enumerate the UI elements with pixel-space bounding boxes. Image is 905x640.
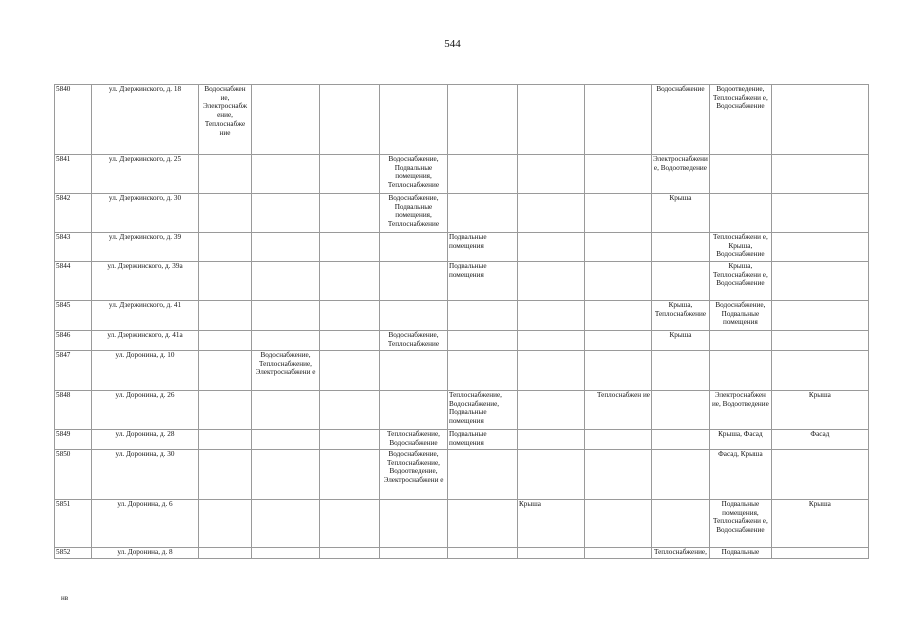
work-type-cell bbox=[380, 262, 448, 301]
work-type-cell: Водоснабжение, Теплоснабжение, Водоотведение, Электроснабжени е bbox=[380, 450, 448, 500]
address-cell: ул. Доронина, д. 8 bbox=[92, 548, 199, 559]
work-type-cell bbox=[518, 351, 585, 391]
work-type-cell bbox=[448, 351, 518, 391]
work-type-cell bbox=[380, 85, 448, 155]
table-row bbox=[55, 233, 869, 262]
address-cell: ул. Доронина, д. 6 bbox=[92, 500, 199, 548]
work-type-cell: Подвальные помещения bbox=[448, 262, 518, 301]
work-type-cell bbox=[518, 233, 585, 262]
address-cell: ул. Дзержинского, д. 41 bbox=[92, 301, 199, 331]
work-type-cell bbox=[320, 155, 380, 194]
work-type-cell: Подвальные помещения bbox=[448, 233, 518, 262]
table-row bbox=[55, 500, 869, 548]
work-type-cell bbox=[199, 500, 252, 548]
work-type-cell bbox=[518, 301, 585, 331]
work-type-cell bbox=[771, 262, 868, 301]
work-type-cell: Крыша, Теплоснабжени е, Водоснабжение bbox=[709, 262, 771, 301]
work-type-cell: Подвальные bbox=[709, 548, 771, 559]
work-type-cell bbox=[518, 548, 585, 559]
work-type-cell: Водоотведение, Теплоснабжени е, Водоснабжение bbox=[709, 85, 771, 155]
work-type-cell bbox=[448, 194, 518, 233]
row-number-cell: 5851 bbox=[55, 500, 92, 548]
work-type-cell bbox=[448, 450, 518, 500]
work-type-cell bbox=[652, 391, 710, 430]
work-type-cell bbox=[585, 155, 652, 194]
work-type-cell bbox=[518, 262, 585, 301]
work-type-cell bbox=[652, 351, 710, 391]
work-type-cell bbox=[252, 450, 320, 500]
work-type-cell: Водоснабжен ие, Электроснабж ение, Теплоснабже ние bbox=[199, 85, 252, 155]
work-type-cell bbox=[652, 233, 710, 262]
work-type-cell bbox=[252, 430, 320, 450]
work-type-cell: Крыша bbox=[518, 500, 585, 548]
work-type-cell bbox=[320, 391, 380, 430]
work-type-cell bbox=[320, 351, 380, 391]
work-type-cell: Водоснабжение, Подвальные помещения bbox=[709, 301, 771, 331]
address-cell: ул. Дзержинского, д. 18 bbox=[92, 85, 199, 155]
work-type-cell bbox=[252, 233, 320, 262]
work-type-cell bbox=[585, 450, 652, 500]
work-type-cell bbox=[199, 262, 252, 301]
work-type-cell: Фасад bbox=[771, 430, 868, 450]
work-type-cell: Водоснабжение, Теплоснабжение bbox=[380, 331, 448, 351]
work-type-cell: Водоснабжение, Теплоснабжение, Электроснабжени е bbox=[252, 351, 320, 391]
address-cell: ул. Дзержинского, д. 39 bbox=[92, 233, 199, 262]
work-type-cell bbox=[199, 233, 252, 262]
work-type-cell bbox=[771, 233, 868, 262]
work-type-cell bbox=[252, 391, 320, 430]
work-type-cell bbox=[380, 351, 448, 391]
row-number-cell: 5848 bbox=[55, 391, 92, 430]
work-type-cell bbox=[199, 351, 252, 391]
work-type-cell bbox=[585, 301, 652, 331]
work-type-cell bbox=[199, 301, 252, 331]
work-type-cell: Крыша, Теплоснабжение bbox=[652, 301, 710, 331]
work-type-cell bbox=[320, 85, 380, 155]
work-type-cell: Крыша bbox=[652, 331, 710, 351]
work-type-cell bbox=[518, 391, 585, 430]
work-type-cell bbox=[652, 500, 710, 548]
row-number-cell: 5852 bbox=[55, 548, 92, 559]
row-number-cell: 5844 bbox=[55, 262, 92, 301]
work-type-cell bbox=[585, 331, 652, 351]
row-number-cell: 5849 bbox=[55, 430, 92, 450]
work-type-cell bbox=[518, 331, 585, 351]
work-type-cell: Фасад, Крыша bbox=[709, 450, 771, 500]
work-type-cell bbox=[771, 351, 868, 391]
work-type-cell bbox=[252, 194, 320, 233]
work-type-cell bbox=[518, 194, 585, 233]
address-cell: ул. Дзержинского, д. 25 bbox=[92, 155, 199, 194]
address-cell: ул. Доронина, д. 26 bbox=[92, 391, 199, 430]
work-type-cell bbox=[448, 301, 518, 331]
row-number-cell: 5846 bbox=[55, 331, 92, 351]
address-cell: ул. Доронина, д. 30 bbox=[92, 450, 199, 500]
work-type-cell bbox=[252, 262, 320, 301]
work-type-cell bbox=[585, 430, 652, 450]
work-type-cell: Теплоснабжение, bbox=[652, 548, 710, 559]
work-type-cell bbox=[199, 155, 252, 194]
row-number-cell: 5841 bbox=[55, 155, 92, 194]
work-type-cell bbox=[585, 500, 652, 548]
work-type-cell bbox=[771, 548, 868, 559]
row-number-cell: 5843 bbox=[55, 233, 92, 262]
work-type-cell bbox=[252, 500, 320, 548]
work-type-cell bbox=[380, 500, 448, 548]
table-row bbox=[55, 351, 869, 391]
work-type-cell bbox=[320, 301, 380, 331]
work-type-cell bbox=[518, 430, 585, 450]
work-type-cell bbox=[199, 331, 252, 351]
work-type-cell bbox=[199, 430, 252, 450]
work-type-cell bbox=[199, 391, 252, 430]
work-type-cell: Водоснабжение, Подвальные помещения, Теплоснабжение bbox=[380, 155, 448, 194]
work-type-cell: Крыша bbox=[652, 194, 710, 233]
work-type-cell bbox=[518, 155, 585, 194]
address-cell: ул. Доронина, д. 10 bbox=[92, 351, 199, 391]
row-number-cell: 5845 bbox=[55, 301, 92, 331]
work-type-cell bbox=[320, 500, 380, 548]
work-type-cell bbox=[448, 155, 518, 194]
work-type-cell bbox=[320, 548, 380, 559]
address-cell: ул. Дзержинского, д. 30 bbox=[92, 194, 199, 233]
work-type-cell: Крыша bbox=[771, 391, 868, 430]
work-type-cell bbox=[518, 450, 585, 500]
work-type-cell: Теплоснабжение, Водоснабжение, Подвальные помещения bbox=[448, 391, 518, 430]
work-type-cell bbox=[252, 548, 320, 559]
work-type-cell: Водоснабжение bbox=[652, 85, 710, 155]
work-type-cell bbox=[448, 331, 518, 351]
work-type-cell bbox=[380, 301, 448, 331]
work-type-cell bbox=[320, 430, 380, 450]
table-row bbox=[55, 450, 869, 500]
work-type-cell bbox=[771, 450, 868, 500]
work-type-cell bbox=[585, 262, 652, 301]
work-type-cell bbox=[652, 262, 710, 301]
work-type-cell bbox=[380, 391, 448, 430]
work-type-cell: Водоснабжение, Подвальные помещения, Теплоснабжение bbox=[380, 194, 448, 233]
work-type-cell bbox=[771, 155, 868, 194]
work-type-cell: Теплоснабжение, Водоснабжение bbox=[380, 430, 448, 450]
work-type-cell bbox=[448, 548, 518, 559]
work-type-cell bbox=[252, 301, 320, 331]
table-row bbox=[55, 301, 869, 331]
work-type-cell bbox=[585, 233, 652, 262]
work-type-cell bbox=[585, 548, 652, 559]
work-type-cell bbox=[709, 351, 771, 391]
work-type-cell bbox=[380, 548, 448, 559]
work-type-cell: Электроснабжен ие, Водоотведение bbox=[709, 391, 771, 430]
work-type-cell bbox=[585, 194, 652, 233]
work-type-cell bbox=[652, 450, 710, 500]
row-number-cell: 5847 bbox=[55, 351, 92, 391]
work-type-cell bbox=[771, 331, 868, 351]
work-type-cell: Теплоснабжен ие bbox=[585, 391, 652, 430]
work-type-cell bbox=[448, 500, 518, 548]
table-row bbox=[55, 548, 869, 559]
page-number: 544 bbox=[444, 38, 461, 50]
work-type-cell bbox=[585, 85, 652, 155]
work-type-cell bbox=[320, 194, 380, 233]
work-type-cell bbox=[320, 450, 380, 500]
work-type-cell bbox=[252, 331, 320, 351]
table-row bbox=[55, 331, 869, 351]
work-type-cell bbox=[320, 233, 380, 262]
work-type-cell bbox=[709, 155, 771, 194]
work-type-cell bbox=[771, 301, 868, 331]
table-row bbox=[55, 85, 869, 155]
table-row bbox=[55, 155, 869, 194]
address-cell: ул. Дзержинского, д. 41а bbox=[92, 331, 199, 351]
work-type-cell bbox=[199, 450, 252, 500]
row-number-cell: 5850 bbox=[55, 450, 92, 500]
footer-mark: нв bbox=[61, 594, 69, 602]
work-type-cell bbox=[448, 85, 518, 155]
address-cell: ул. Доронина, д. 28 bbox=[92, 430, 199, 450]
work-type-cell: Электроснабжени е, Водоотведение bbox=[652, 155, 710, 194]
work-type-cell bbox=[771, 194, 868, 233]
work-type-cell: Крыша, Фасад bbox=[709, 430, 771, 450]
work-type-cell: Крыша bbox=[771, 500, 868, 548]
row-number-cell: 5840 bbox=[55, 85, 92, 155]
address-cell: ул. Дзержинского, д. 39а bbox=[92, 262, 199, 301]
work-type-cell bbox=[320, 262, 380, 301]
work-type-cell bbox=[252, 85, 320, 155]
work-type-cell: Теплоснабжени е, Крыша, Водоснабжение bbox=[709, 233, 771, 262]
work-type-cell bbox=[252, 155, 320, 194]
work-type-cell bbox=[652, 430, 710, 450]
row-number-cell: 5842 bbox=[55, 194, 92, 233]
table-row bbox=[55, 391, 869, 430]
work-type-cell: Подвальные помещения bbox=[448, 430, 518, 450]
table-row bbox=[55, 262, 869, 301]
work-type-cell bbox=[709, 194, 771, 233]
work-type-cell bbox=[518, 85, 585, 155]
table-row bbox=[55, 430, 869, 450]
table-row bbox=[55, 194, 869, 233]
work-type-cell bbox=[585, 351, 652, 391]
work-type-cell: Подвальные помещения, Теплоснабжени е, Водоснабжение bbox=[709, 500, 771, 548]
work-type-cell bbox=[380, 233, 448, 262]
work-type-cell bbox=[199, 548, 252, 559]
registry-table bbox=[54, 84, 869, 559]
work-type-cell bbox=[709, 331, 771, 351]
work-type-cell bbox=[771, 85, 868, 155]
work-type-cell bbox=[199, 194, 252, 233]
work-type-cell bbox=[320, 331, 380, 351]
